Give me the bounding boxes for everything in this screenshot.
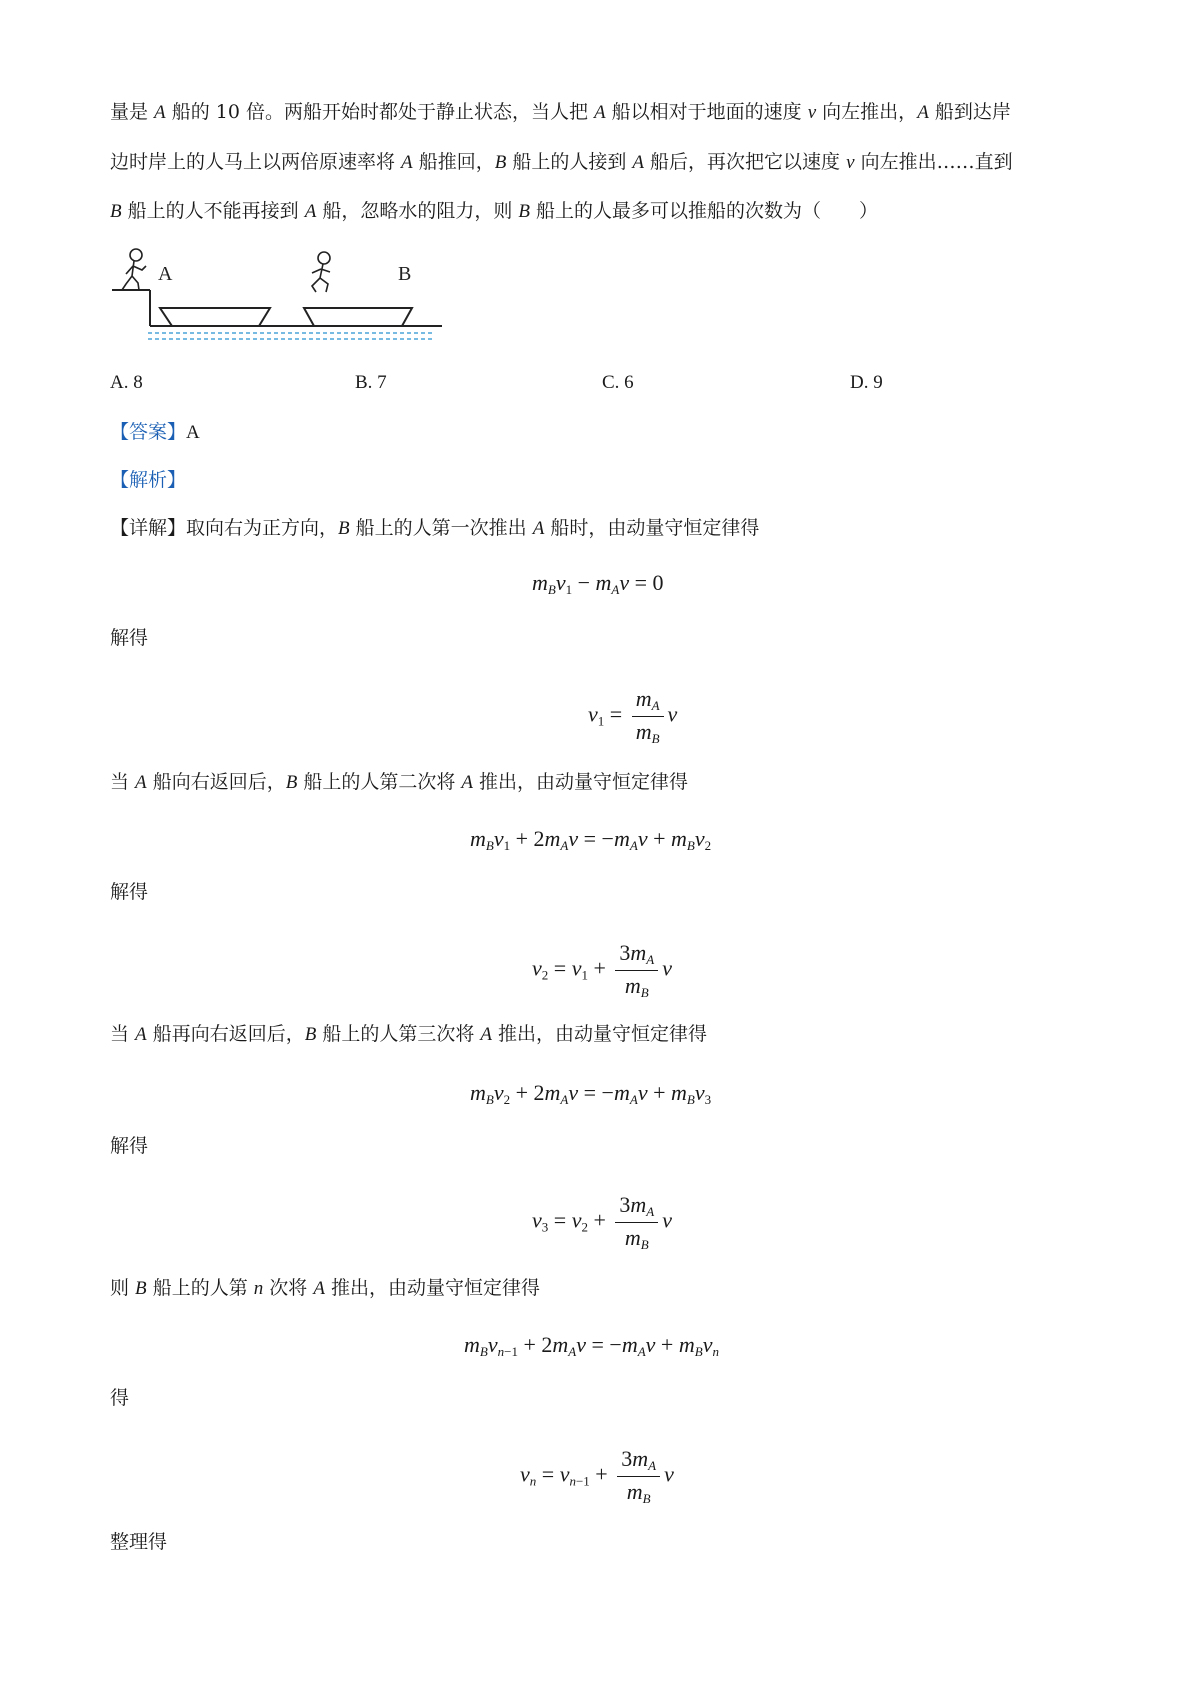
math-variable: A [401, 152, 413, 173]
detail-line-2 [110, 770, 688, 795]
math-variable: B [135, 1278, 147, 1299]
label-jiede-1: 解得 [110, 627, 149, 649]
math-variable: A [532, 518, 545, 539]
text-segment: 船推回， [412, 151, 495, 173]
equation-8: $v_n = v_{n-1}$ + $\frac{3m_A}{m_B}$ v [520, 1446, 674, 1506]
text-segment: 船上的人接到 [506, 151, 633, 173]
math-variable: B [338, 518, 350, 539]
text-segment: 推出，由动量守恒定律得 [473, 771, 689, 793]
detail-line-4 [110, 1276, 540, 1301]
analysis-tag: 【解析】 [110, 469, 187, 491]
math-variable: v [846, 152, 855, 173]
math-variable: B [304, 1024, 317, 1045]
option-b: B. 7 [355, 372, 387, 393]
math-variable: A [313, 1278, 325, 1299]
problem-line-3 [110, 199, 878, 224]
text-segment: 向左推出， [816, 101, 918, 123]
text-segment: 推出，由动量守恒定律得 [492, 1023, 708, 1045]
equation-1: $m_Bv_1 - m_Av = 0$ [532, 570, 664, 597]
text-segment: 船上的人第 [146, 1277, 254, 1299]
boat-b [304, 308, 412, 326]
label-jiede-3: 解得 [110, 1135, 149, 1157]
answer-tag: 【答案】 [110, 421, 187, 443]
answer-line [110, 420, 200, 445]
text-segment: 则 [110, 1277, 136, 1299]
math-variable: A [917, 102, 929, 123]
math-variable: A [154, 102, 166, 123]
equation-7: $m_Bv_{n-1} + 2m_Av = -m_Av + m_Bv_n$ [464, 1332, 719, 1359]
text-segment: 【详解】取向右为正方向， [110, 517, 339, 539]
label-b: B [398, 263, 412, 285]
equation-6: $v_3 = v_2$ + $\frac{3m_A}{m_B}$ v [532, 1192, 672, 1252]
text-segment: 船上的人最多可以推船的次数为（ ） [530, 200, 879, 222]
boats-figure [112, 246, 452, 350]
math-variable: B [285, 772, 298, 793]
option-a: A. 8 [110, 372, 143, 393]
text-segment: 船向右返回后， [146, 771, 286, 793]
math-variable: A [632, 152, 645, 173]
math-variable: B [518, 201, 531, 222]
text-segment: 推出，由动量守恒定律得 [324, 1277, 540, 1299]
math-variable: A [480, 1024, 493, 1045]
math-variable: B [110, 201, 122, 222]
equation-3: $m_Bv_1 + 2m_Av = -m_Av + m_Bv_2$ [470, 826, 712, 853]
person-on-boat-b-icon [312, 252, 330, 292]
label-jiede-2: 解得 [110, 881, 149, 903]
math-variable: A [135, 772, 147, 793]
equation-4: $v_2 = v_1$ + $\frac{3m_A}{m_B}$ v [532, 940, 672, 1000]
option-d: D. 9 [850, 372, 883, 393]
math-variable: A [461, 772, 474, 793]
text-segment: 当 [110, 771, 136, 793]
text-segment: 船再向右返回后， [146, 1023, 305, 1045]
math-variable: n [253, 1278, 264, 1299]
detail-line-3 [110, 1022, 707, 1047]
text-segment: 船时，由动量守恒定律得 [544, 517, 760, 539]
math-variable: v [807, 102, 817, 123]
equation-5: $m_Bv_2 + 2m_Av = -m_Av + m_Bv_3$ [470, 1080, 712, 1107]
text-segment: 船，忽略水的阻力，则 [316, 200, 519, 222]
text-segment: 边时岸上的人马上以两倍原速率将 [110, 151, 402, 173]
math-variable: B [494, 152, 507, 173]
text-segment: 船的 10 倍。两船开始时都处于静止状态，当人把 [165, 101, 594, 123]
text-segment: 当 [110, 1023, 136, 1045]
text-segment: 向左推出……直到 [854, 151, 1013, 173]
label-de: 得 [110, 1387, 130, 1409]
text-segment: 船后，再次把它以速度 [644, 151, 847, 173]
option-c: C. 6 [602, 372, 634, 393]
label-zhenglide: 整理得 [110, 1531, 168, 1553]
label-a: A [158, 263, 173, 285]
text-segment: 船上的人第二次将 [297, 771, 462, 793]
detail-line-1 [110, 516, 759, 541]
text-segment: 量是 [110, 101, 155, 123]
equation-2: $v_1$ = $\frac{m_A}{m_B}$ v [588, 686, 678, 746]
problem-line-1 [110, 100, 1011, 125]
text-segment: 船到达岸 [928, 101, 1011, 123]
math-variable: A [304, 201, 317, 222]
math-variable: A [594, 102, 606, 123]
text-segment: 次将 [263, 1277, 314, 1299]
text-segment: 船上的人不能再接到 [121, 200, 305, 222]
boat-a [160, 308, 270, 326]
text-segment: 船上的人第一次推出 [349, 517, 533, 539]
text-segment: 船以相对于地面的速度 [605, 101, 808, 123]
water-lines [148, 333, 432, 339]
person-on-shore-icon [122, 249, 146, 290]
text-segment: 船上的人第三次将 [316, 1023, 481, 1045]
problem-line-2 [110, 150, 1013, 175]
answer-value: A [186, 422, 200, 443]
math-variable: A [135, 1024, 147, 1045]
